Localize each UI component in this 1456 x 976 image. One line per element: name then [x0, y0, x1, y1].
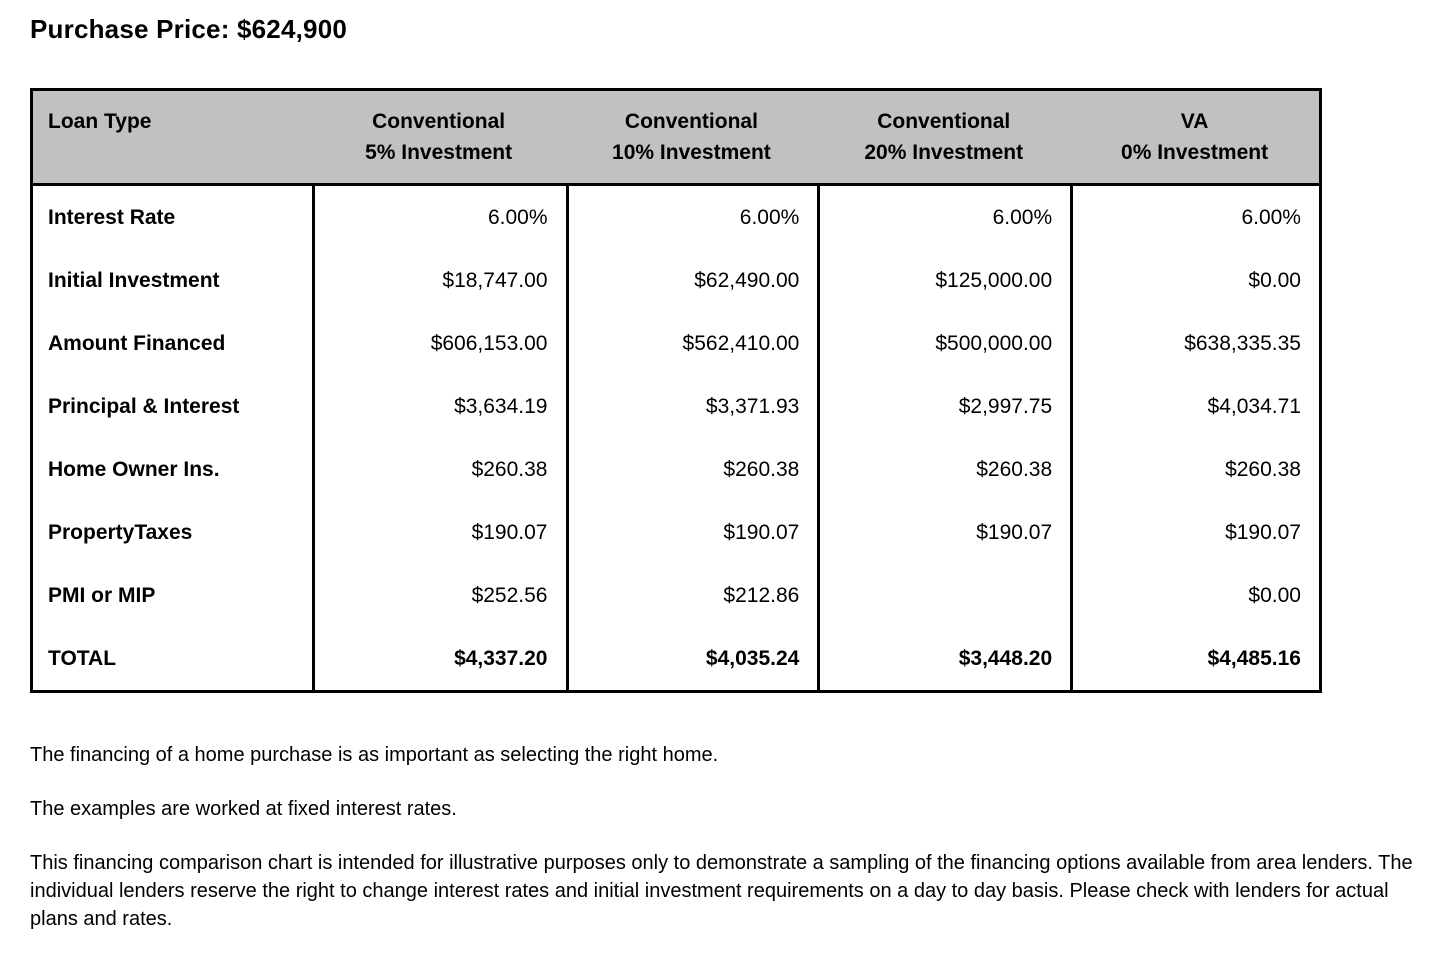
- table-header-row: [33, 91, 1319, 186]
- cell-value-total: $4,485.16: [1070, 627, 1319, 690]
- cell-value: $2,997.75: [817, 375, 1070, 438]
- row-label-amount-financed: Amount Financed: [48, 331, 226, 355]
- cell-value: $260.38: [312, 438, 566, 501]
- cell-value: $260.38: [817, 438, 1070, 501]
- cell-value: $0.00: [1070, 249, 1319, 312]
- note-fixed-rates: The examples are worked at fixed interest rates.: [30, 798, 457, 820]
- note-disclaimer: This financing comparison chart is intended for illustrative purposes only to demonstrate a sampling of the financing options available from area lenders. The individual lenders reserve the right to change interest rates and initial investment requirements on a day to day basis. Please check with lenders for actual plans and rates.: [30, 852, 1413, 930]
- cell-value: $212.86: [566, 564, 818, 627]
- header-loan-type: [33, 91, 312, 183]
- row-label-pmi-mip: PMI or MIP: [48, 583, 156, 607]
- cell-value-empty: [817, 564, 1070, 627]
- row-label-interest-rate: Interest Rate: [48, 205, 176, 229]
- header-conventional-5: [312, 91, 566, 183]
- cell-value: $190.07: [312, 501, 566, 564]
- cell-value-total: $4,035.24: [566, 627, 818, 690]
- cell-value: $62,490.00: [566, 249, 818, 312]
- header-va-0: [1070, 91, 1319, 183]
- cell-value: $125,000.00: [817, 249, 1070, 312]
- cell-value: 6.00%: [566, 186, 818, 249]
- row-label-principal-interest: Principal & Interest: [48, 394, 240, 418]
- cell-value: 6.00%: [1070, 186, 1319, 249]
- header-line1: Conventional: [877, 110, 1011, 133]
- footer-notes: [30, 741, 1422, 959]
- row-label-property-taxes: PropertyTaxes: [48, 520, 193, 544]
- header-conventional-20: [817, 91, 1070, 183]
- cell-value: $500,000.00: [817, 312, 1070, 375]
- cell-value: $190.07: [566, 501, 818, 564]
- row-label-initial-investment: Initial Investment: [48, 268, 220, 292]
- cell-value: $18,747.00: [312, 249, 566, 312]
- cell-value: $260.38: [1070, 438, 1319, 501]
- cell-value: $190.07: [1070, 501, 1319, 564]
- table-body: [33, 186, 1319, 690]
- cell-value-total: $3,448.20: [817, 627, 1070, 690]
- cell-value: $0.00: [1070, 564, 1319, 627]
- cell-value-total: $4,337.20: [312, 627, 566, 690]
- header-line1: Loan Type: [48, 110, 152, 133]
- note-financing-importance: The financing of a home purchase is as important as selecting the right home.: [30, 744, 719, 766]
- cell-value: $3,371.93: [566, 375, 818, 438]
- header-line2: 20% Investment: [864, 141, 1024, 164]
- header-line2: 10% Investment: [612, 141, 771, 164]
- header-conventional-10: [566, 91, 818, 183]
- cell-value: 6.00%: [312, 186, 566, 249]
- financing-comparison-table: [30, 88, 1322, 693]
- cell-value: $562,410.00: [566, 312, 818, 375]
- header-line1: Conventional: [624, 110, 758, 133]
- cell-value: $190.07: [817, 501, 1070, 564]
- row-label-home-owner-ins: Home Owner Ins.: [48, 457, 220, 481]
- cell-value: $260.38: [566, 438, 818, 501]
- page-title: Purchase Price: $624,900: [30, 14, 348, 44]
- cell-value: $638,335.35: [1070, 312, 1319, 375]
- row-label-total: TOTAL: [48, 646, 117, 670]
- header-line1: Conventional: [372, 110, 506, 133]
- cell-value: 6.00%: [817, 186, 1070, 249]
- header-line2: 5% Investment: [365, 141, 513, 164]
- cell-value: $606,153.00: [312, 312, 566, 375]
- cell-value: $3,634.19: [312, 375, 566, 438]
- cell-value: $4,034.71: [1070, 375, 1319, 438]
- header-line2: 0% Investment: [1121, 141, 1269, 164]
- cell-value: $252.56: [312, 564, 566, 627]
- header-line1: VA: [1180, 110, 1209, 133]
